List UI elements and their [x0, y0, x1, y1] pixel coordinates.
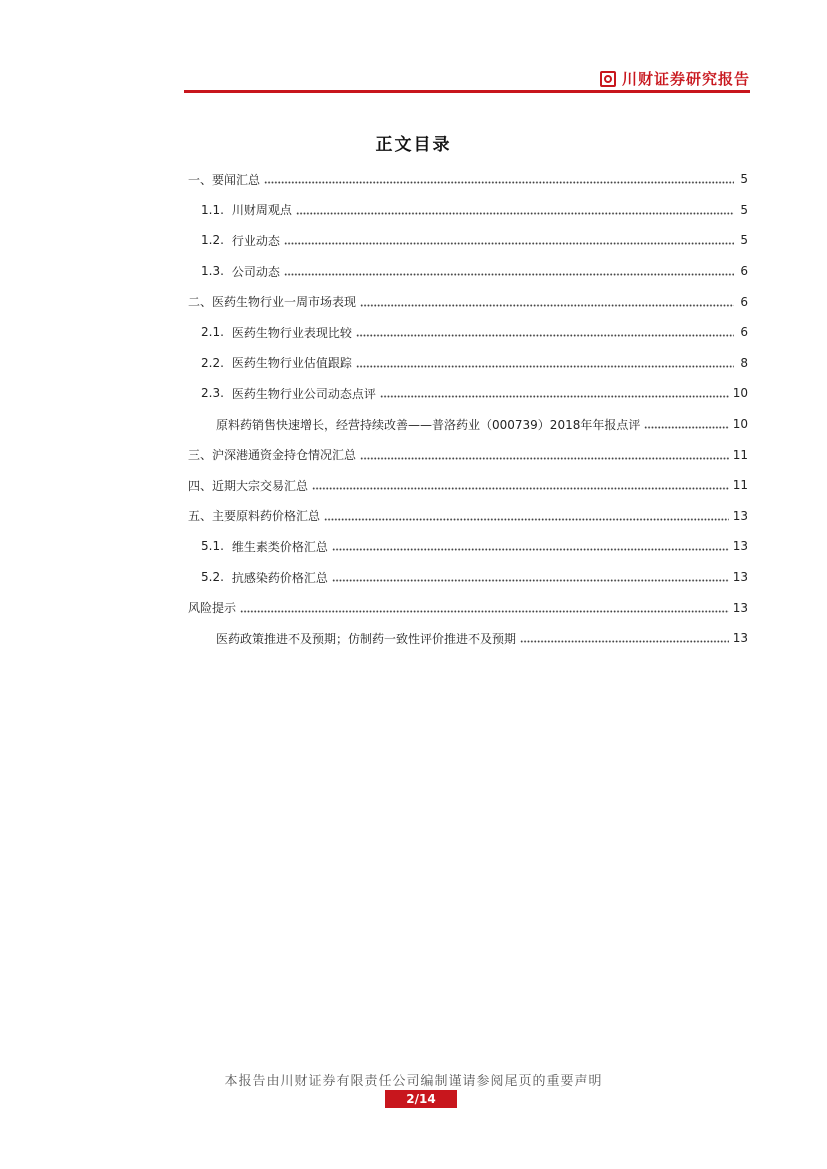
toc-dot-leader — [332, 541, 729, 551]
toc-entry[interactable] — [188, 378, 748, 409]
toc-entry[interactable] — [188, 409, 748, 440]
toc-entry-page: 8 — [740, 355, 748, 370]
toc-entry-label: 一、要闻汇总 — [188, 172, 261, 187]
toc-entry[interactable] — [188, 195, 748, 226]
toc-entry-label: 医药生物行业表现比较 — [231, 325, 352, 340]
toc-entry-page: 13 — [732, 631, 748, 646]
toc-entry-page: 5 — [740, 202, 748, 217]
toc-dot-leader — [520, 633, 729, 643]
toc-entry-label: 行业动态 — [231, 233, 280, 248]
toc-entry-page: 11 — [732, 447, 748, 462]
toc-entry-number: 1.2. — [201, 233, 224, 248]
toc-entry-label: 抗感染药价格汇总 — [231, 570, 328, 585]
toc-entry-number: 2.3. — [201, 386, 224, 401]
toc-entry[interactable] — [188, 531, 748, 562]
toc-entry-page: 6 — [740, 325, 748, 340]
toc-entry-page: 5 — [740, 233, 748, 248]
toc-dot-leader — [356, 358, 734, 368]
toc-entry[interactable] — [188, 317, 748, 348]
toc-entry[interactable] — [188, 501, 748, 532]
toc-dot-leader — [360, 450, 729, 460]
toc-entry[interactable] — [188, 286, 748, 317]
toc-entry-page: 10 — [732, 417, 748, 432]
toc-dot-leader — [284, 266, 734, 276]
toc-dot-leader — [264, 174, 734, 184]
toc-dot-leader — [284, 235, 734, 245]
toc-dot-leader — [240, 603, 729, 613]
toc-entry-number: 1.3. — [201, 264, 224, 279]
page-number-badge: 2/14 — [385, 1090, 457, 1108]
toc-dot-leader — [356, 327, 734, 337]
toc-entry-page: 6 — [740, 294, 748, 309]
toc-entry-page: 5 — [740, 172, 748, 187]
toc-entry-page: 6 — [740, 264, 748, 279]
toc-entry-number: 5.1. — [201, 539, 224, 554]
toc-entry-number: 5.2. — [201, 570, 224, 585]
toc-dot-leader — [380, 388, 729, 398]
toc-entry-page: 13 — [732, 508, 748, 523]
toc-entry-page: 13 — [732, 600, 748, 615]
toc-entry-label: 医药生物行业估值跟踪 — [231, 356, 352, 371]
toc-dot-leader — [324, 511, 729, 521]
toc-entry-label: 二、医药生物行业一周市场表现 — [188, 295, 357, 310]
toc-entry-number: 1.1. — [201, 202, 224, 217]
toc-entry-number: 2.2. — [201, 355, 224, 370]
toc-entry[interactable] — [188, 348, 748, 379]
toc-entry[interactable] — [188, 470, 748, 501]
toc-entry-label: 医药生物行业公司动态点评 — [231, 386, 376, 401]
toc-entry-label: 川财周观点 — [231, 203, 292, 218]
toc-entry-page: 13 — [732, 570, 748, 585]
toc-entry-label: 公司动态 — [231, 264, 280, 279]
brand-logo-icon — [600, 71, 616, 87]
toc-entry-label: 五、主要原料药价格汇总 — [188, 509, 321, 524]
brand — [600, 68, 750, 89]
toc-entry-label: 风险提示 — [188, 601, 237, 616]
toc-entry-page: 13 — [732, 539, 748, 554]
footer-disclaimer: 本报告由川财证券有限责任公司编制谨请参阅尾页的重要声明 — [224, 1074, 603, 1089]
toc-entry[interactable] — [188, 439, 748, 470]
toc-entry-label: 三、沪深港通资金持仓情况汇总 — [188, 448, 357, 463]
toc-entry[interactable] — [188, 225, 748, 256]
toc-entry[interactable] — [188, 256, 748, 287]
toc-entry-label: 医药政策推进不及预期；仿制药一致性评价推进不及预期 — [216, 631, 517, 646]
toc-dot-leader — [360, 297, 734, 307]
toc-title: 正文目录 — [375, 135, 452, 155]
toc-entry[interactable] — [188, 562, 748, 593]
toc-entry[interactable] — [188, 164, 748, 195]
toc-entry-label: 原料药销售快速增长，经营持续改善——普洛药业（000739）2018年年报点评 — [216, 417, 641, 432]
toc-dot-leader — [296, 205, 734, 215]
header-rule — [184, 90, 750, 93]
toc-entry[interactable] — [188, 592, 748, 623]
toc-entry-label: 四、近期大宗交易汇总 — [188, 478, 309, 493]
toc-dot-leader — [312, 480, 729, 490]
toc-entry-number: 2.1. — [201, 325, 224, 340]
toc-entry-label: 维生素类价格汇总 — [231, 539, 328, 554]
toc-dot-leader — [332, 572, 729, 582]
brand-name: 川财证券研究报告 — [621, 70, 750, 88]
table-of-contents — [188, 164, 748, 654]
toc-entry[interactable] — [188, 623, 748, 654]
toc-entry-page: 11 — [732, 478, 748, 493]
toc-entry-page: 10 — [732, 386, 748, 401]
page-header — [184, 64, 750, 92]
toc-dot-leader — [644, 419, 728, 429]
